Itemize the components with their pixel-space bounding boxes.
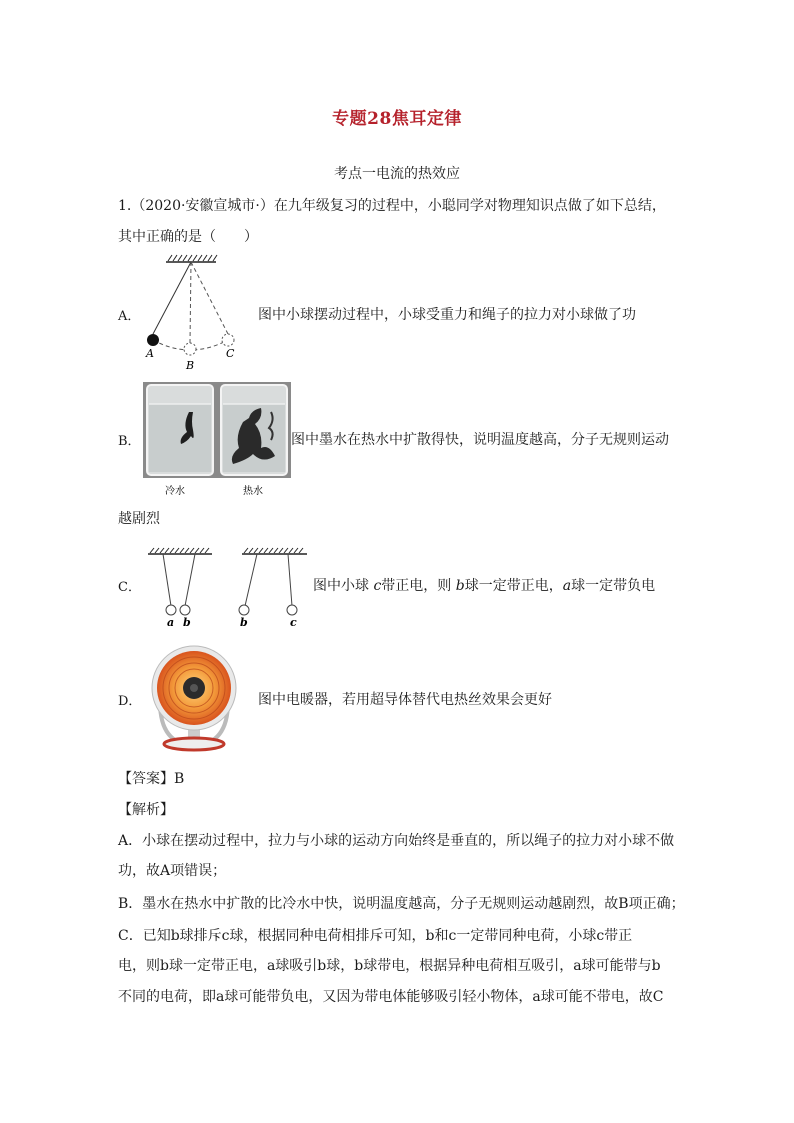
question-stem-line-2: 其中正确的是（ ） [118, 229, 258, 245]
label-ball-b1: b [183, 616, 191, 629]
analysis-line-6: 不同的电荷，即a球可能带负电，又因为带电体能够吸引轻小物体，a球可能不带电，故C [118, 989, 664, 1005]
analysis-line-2: 功，故A项错误； [118, 863, 227, 879]
option-c-text: 图中小球 c带正电，则 b球一定带正电，a球一定带负电 [313, 578, 656, 594]
pendulum-figure [140, 254, 255, 374]
question-stem-line-1: 1.（2020·安徽宣城市·）在九年级复习的过程中，小聪同学对物理知识点做了如下总结， [118, 198, 666, 214]
option-c-label: C． [118, 580, 141, 595]
option-b-text-cont: 越剧烈 [118, 511, 160, 527]
page-title: 专题28焦耳定律 [332, 109, 462, 129]
option-b-text: 图中墨水在热水中扩散得快，说明温度越高，分子无规则运动 [291, 432, 669, 448]
label-ball-b2: b [240, 616, 248, 629]
option-d-text: 图中电暖器，若用超导体替代电热丝效果会更好 [258, 692, 552, 708]
option-b-label: B． [118, 434, 141, 449]
option-d-label: D． [118, 694, 142, 709]
analysis-line-4: C．已知b球排斥c球，根据同种电荷相排斥可知，b和c一定带同种电荷，小球c带正 [118, 928, 633, 944]
answer: 【答案】B [118, 771, 185, 787]
label-c: C [226, 347, 235, 360]
analysis-line-1: A．小球在摆动过程中，拉力与小球的运动方向始终是垂直的，所以绳子的拉力对小球不做 [118, 833, 675, 849]
charged-balls-figure [145, 546, 310, 630]
label-ball-c: c [290, 616, 297, 629]
analysis-line-5: 电，则b球一定带正电，a球吸引b球，b球带电，根据异种电荷相互吸引，a球可能带与b [118, 958, 661, 974]
heater-figure [140, 644, 248, 752]
beakers-figure [143, 382, 291, 498]
section-heading: 考点一电流的热效应 [334, 166, 460, 182]
label-ball-a: a [167, 616, 175, 629]
label-a: A [146, 347, 154, 360]
label-cold-water: 冷水 [165, 486, 185, 497]
analysis-line-3: B．墨水在热水中扩散的比冷水中快，说明温度越高，分子无规则运动越剧烈，故B项正确； [118, 896, 685, 912]
option-a-text: 图中小球摆动过程中，小球受重力和绳子的拉力对小球做了功 [258, 307, 636, 323]
label-hot-water: 热水 [243, 486, 263, 497]
analysis-heading: 【解析】 [118, 802, 174, 818]
option-a-label: A． [118, 309, 141, 324]
label-b: B [186, 359, 195, 372]
